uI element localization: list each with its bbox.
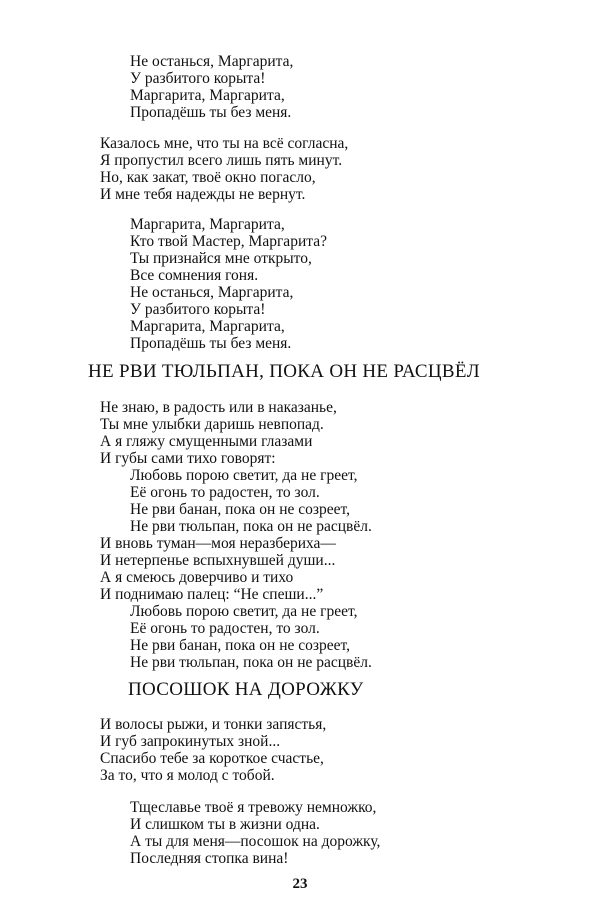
poem3-title: ПОСОШОК НА ДОРОЖКУ	[128, 679, 364, 700]
poem2-line: И вновь туман—моя неразбериха—	[100, 535, 336, 552]
poem1-stanza2-line: Казалось мне, что ты на всё согласна,	[100, 135, 349, 152]
poem2-line: И нетерпенье вспыхнувшей души...	[100, 552, 336, 569]
poem1-stanza3-line: Ты признайся мне открыто,	[130, 250, 312, 267]
poem2-refrain-line: Любовь порою светит, да не греет,	[130, 603, 358, 620]
poem1-stanza1-line: Пропадёшь ты без меня.	[130, 104, 292, 121]
poem2-refrain-line: Её огонь то радостен, то зол.	[130, 620, 320, 637]
poem2-line: Не знаю, в радость или в наказанье,	[100, 399, 337, 416]
poem1-stanza3-line: Пропадёшь ты без меня.	[130, 335, 292, 352]
poem3-stanza1-line: И волосы рыжи, и тонки запястья,	[100, 716, 327, 733]
poem1-stanza2-line: Но, как закат, твоё окно погасло,	[100, 169, 316, 186]
poem3-stanza1-line: За то, что я молод с тобой.	[100, 767, 275, 784]
poem2-refrain-line: Не рви тюльпан, пока он не расцвёл.	[130, 654, 372, 671]
poem2-refrain-line: Не рви тюльпан, пока он не расцвёл.	[130, 518, 372, 535]
poem1-stanza3-line: Кто твой Мастер, Маргарита?	[130, 233, 327, 250]
poem2-line: И поднимаю палец: “Не спеши...”	[100, 586, 324, 603]
poem1-stanza2-line: И мне тебя надежды не вернут.	[100, 186, 306, 203]
poem2-title: НЕ РВИ ТЮЛЬПАН, ПОКА ОН НЕ РАСЦВЁЛ	[88, 361, 480, 382]
poem1-stanza3-line: Не останься, Маргарита,	[130, 284, 294, 301]
poem1-stanza2-line: Я пропустил всего лишь пять минут.	[100, 152, 343, 169]
poem2-line: Ты мне улыбки даришь невпопад.	[100, 416, 324, 433]
poem2-line: А я смеюсь доверчиво и тихо	[100, 569, 294, 586]
poem3-stanza2-line: А ты для меня—посошок на дорожку,	[130, 833, 381, 850]
poem1-stanza1-line: У разбитого корыта!	[130, 70, 266, 87]
poem1-stanza3-line: У разбитого корыта!	[130, 301, 266, 318]
poem2-refrain-line: Не рви банан, пока он не созреет,	[130, 501, 350, 518]
poem1-stanza3-line: Все сомнения гоня.	[130, 267, 259, 284]
poem1-stanza1-line: Маргарита, Маргарита,	[130, 87, 285, 104]
poem3-stanza1-line: И губ запрокинутых зной...	[100, 733, 281, 750]
poem3-stanza2-line: Последняя стопка вина!	[130, 850, 289, 867]
poem2-refrain-line: Её огонь то радостен, то зол.	[130, 484, 320, 501]
poem2-line: А я гляжу смущенными глазами	[100, 433, 313, 450]
poem3-stanza2-line: Тщеславье твоё я тревожу немножко,	[130, 799, 377, 816]
poem2-refrain-line: Не рви банан, пока он не созреет,	[130, 637, 350, 654]
poem3-stanza2-line: И слишком ты в жизни одна.	[130, 816, 320, 833]
poem1-stanza1-line: Не останься, Маргарита,	[130, 53, 294, 70]
poem1-stanza3-line: Маргарита, Маргарита,	[130, 318, 285, 335]
poem1-stanza3-line: Маргарита, Маргарита,	[130, 216, 285, 233]
poem2-line: И губы сами тихо говорят:	[100, 450, 276, 467]
page-number: 23	[292, 876, 308, 892]
poem2-refrain-line: Любовь порою светит, да не греет,	[130, 467, 358, 484]
poem3-stanza1-line: Спасибо тебе за короткое счастье,	[100, 750, 324, 767]
